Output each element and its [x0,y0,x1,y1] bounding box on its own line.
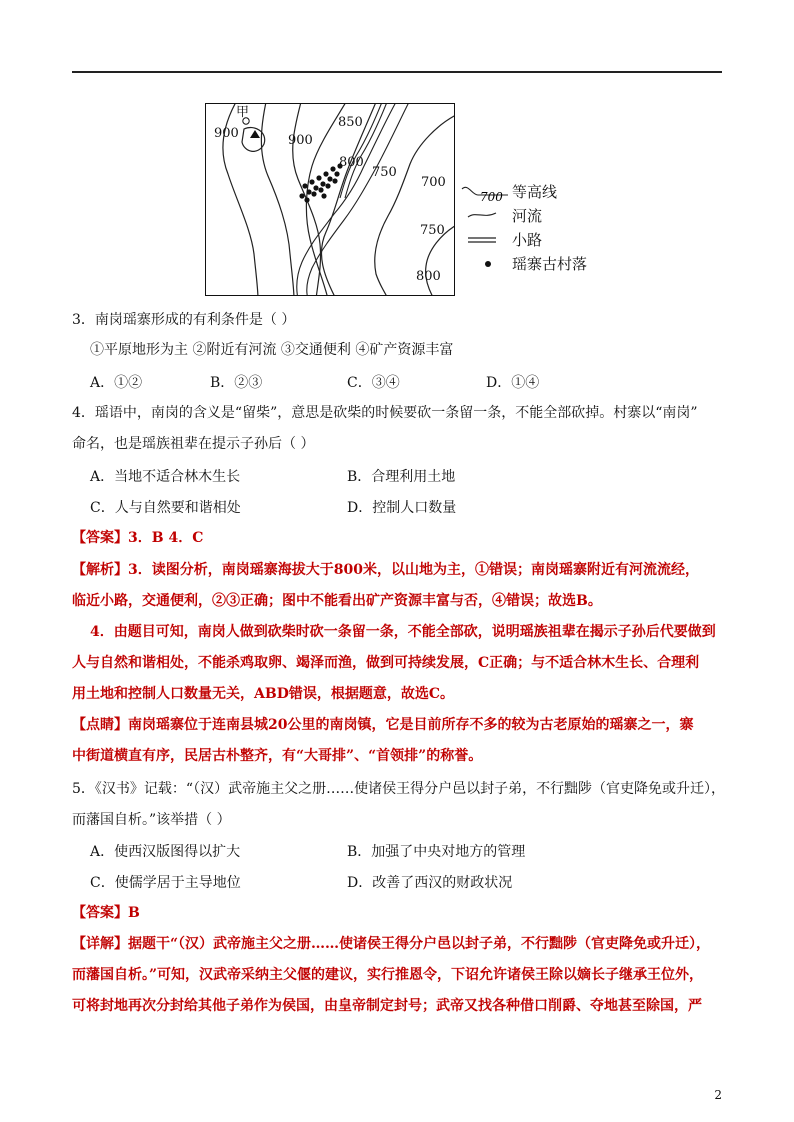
contour-sample-icon [460,181,510,203]
q4-option-b[interactable]: B．合理利用土地 [347,469,456,485]
detail-5-line3: 可将封地再次分封给其他子弟作为侯国，由皇帝制定封号；武帝又找各种借口削爵、夺地甚至除国，严 [72,998,702,1014]
peak-icon [250,130,260,138]
contour-line [375,114,455,296]
q4-option-a[interactable]: A．当地不适合林木生长 [90,469,241,485]
detail-5-line2: 而藩国自析。”可知，汉武帝采纳主父偃的建议，实行推恩令，下诏允许诸侯王除以嫡长子继承王位外， [72,967,704,983]
comment-34-line1 [72,715,693,735]
village-dot [325,183,330,188]
village-dot [332,178,337,183]
village-dot [311,191,316,196]
answer-tag: 【答案】 [72,905,128,921]
analysis-34-line5: 用土地和控制人口数量无关，ABD错误，根据题意，故选C。 [72,686,454,702]
road-sample-icon [460,229,510,251]
contour-map [205,103,455,296]
contour-line [321,104,376,296]
village-dot [306,189,311,194]
village-dot [334,171,339,176]
point-jia-label: 甲 [236,105,250,120]
answer-34 [72,528,203,548]
village-dot [318,187,323,192]
analysis-34-line1 [72,560,699,580]
river-sample-icon [460,205,510,227]
q4-option-c[interactable]: C．人与自然要和谐相处 [90,500,241,516]
contour-label: 850 [338,115,363,130]
svg-text:700: 700 [480,190,503,203]
village-dot [304,197,309,202]
village-dot [327,176,332,181]
q3-option-a[interactable]: A．①② [90,375,143,391]
contour-label: 900 [214,126,239,141]
detail-5-line1 [72,934,710,954]
q3-items: ①平原地形为主 ②附近有河流 ③交通便利 ④矿产资源丰富 [90,342,454,358]
q4-option-d[interactable]: D．控制人口数量 [347,500,457,516]
analysis-34-line3: 4．由题目可知，南岗人做到砍柴时砍一条留一条，不能全部砍，说明瑶族祖辈在揭示子孙后代要做到 [90,624,716,640]
village-dot [313,185,318,190]
comment-tag: 【点睛】 [72,717,128,733]
village-dot [320,181,325,186]
q4-stem-line1: 4．瑶语中，南岗的含义是“留柴”，意思是砍柴的时候要砍一条留一条，不能全部砍掉。村寨以“南岗” [72,405,698,421]
q5-stem-line2: 而藩国自析。”该举措（ ） [72,812,231,828]
legend-contour-label: 等高线 [512,183,558,201]
map-legend [460,177,630,277]
analysis-tag: 【解析】 [72,562,128,578]
q4-stem-line2: 命名，也是瑶族祖辈在提示子孙后（ ） [72,436,315,452]
q5-stem-line1: 5．《汉书》记载：“（汉）武帝施主父之册……使诸侯王得分户邑以封子弟，不行黜陟（官吏降免或升迁）， [72,781,726,797]
village-sample-icon [460,253,510,275]
contour-map-drawing [206,104,455,296]
contour-label: 900 [288,133,313,148]
analysis-34-line2: 临近小路，交通便利，②③正确；图中不能看出矿产资源丰富与否，④错误；故选B。 [72,593,602,609]
answer-tag: 【答案】 [72,530,128,546]
analysis-text: 3．读图分析，南岗瑶寨海拔大于800米，以山地为主，①错误；南岗瑶寨附近有河流流经， [128,562,699,578]
q5-option-a[interactable]: A．使西汉版图得以扩大 [90,844,241,860]
village-dot [330,166,335,171]
q3-option-c[interactable]: C．③④ [347,375,400,391]
village-dot [309,179,314,184]
q3-option-d[interactable]: D．①④ [486,375,540,391]
comment-34-line2: 中街道横直有序，民居古朴整齐，有“大哥排”、“首领排”的称誉。 [72,748,483,764]
detail-tag: 【详解】 [72,936,128,952]
contour-label: 750 [420,223,445,238]
header-rule [72,71,722,73]
page-number: 2 [714,1088,722,1102]
q3-option-b[interactable]: B．②③ [210,375,263,391]
contour-label: 750 [372,165,397,180]
village-dot [302,183,307,188]
answer-text: 3．B 4．C [128,530,204,546]
comment-text: 南岗瑶寨位于连南县城20公里的南岗镇，它是目前所存不多的较为古老原始的瑶寨之一，寨 [128,717,694,733]
analysis-34-line4: 人与自然和谐相处，不能杀鸡取卵、竭泽而渔，做到可持续发展，C正确；与不适合林木生长、合理利 [72,655,700,671]
detail-text: 据题干“（汉）武帝施主父之册……使诸侯王得分户邑以封子弟，不行黜陟（官吏降免或升迁）， [128,936,711,952]
contour-label: 800 [339,155,364,170]
village-dot [321,193,326,198]
contour-label: 800 [416,269,441,284]
q5-option-d[interactable]: D．改善了西汉的财政状况 [347,875,513,891]
q3-stem: 3．南岗瑶寨形成的有利条件是（ ） [72,312,296,328]
village-dot [299,193,304,198]
legend-river-label: 河流 [512,207,543,225]
contour-label: 700 [421,175,446,190]
answer-5 [72,903,140,923]
q5-option-c[interactable]: C．使儒学居于主导地位 [90,875,241,891]
legend-road-label: 小路 [512,231,543,249]
village-dot [323,171,328,176]
answer-text: B [128,905,140,921]
legend-village-label: 瑶寨古村落 [512,255,588,273]
river-line [307,104,409,296]
village-dot [316,175,321,180]
q5-option-b[interactable]: B．加强了中央对地方的管理 [347,844,526,860]
